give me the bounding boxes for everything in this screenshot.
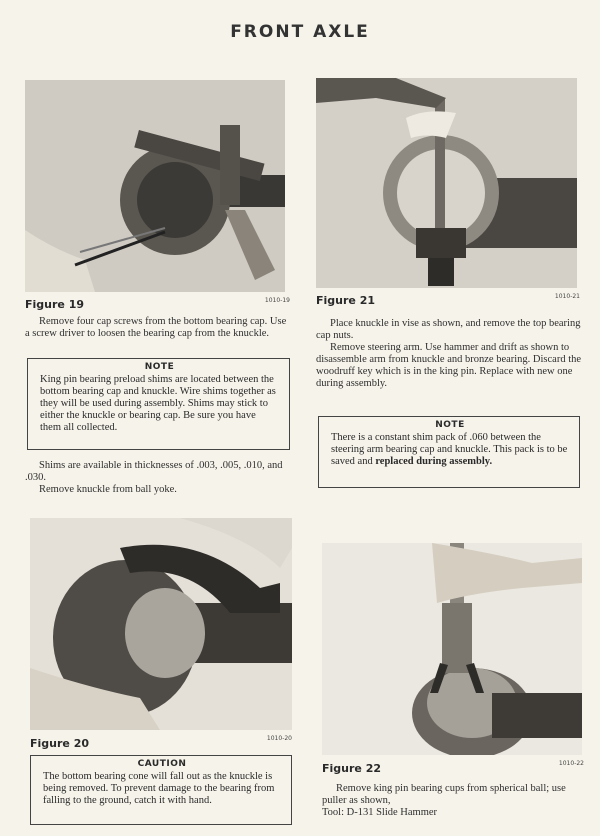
knuckle-cap-illustration xyxy=(25,80,285,292)
note-heading: NOTE xyxy=(435,420,465,430)
figure-20-photo xyxy=(30,518,292,730)
note-text-normal: There is a constant shim pack of .060 between the steering arm bearing cap and knuckle. This pack is to be saved and xyxy=(331,432,568,467)
bearing-puller-illustration xyxy=(322,543,582,755)
figure-22-text-1: Remove king pin bearing cups from spherical ball; use puller as shown, xyxy=(322,783,566,806)
figure-19-label: Figure 19 xyxy=(25,298,85,311)
figure-22-photo xyxy=(322,543,582,755)
note-box-2 xyxy=(318,416,580,488)
note-text-bold: replaced during assembly. xyxy=(375,456,493,467)
caution-text: The bottom bearing cone will fall out as the knuckle is being removed. To prevent damage to the bearing from falling to the ground, catch it with hand. xyxy=(43,771,275,806)
figure-20-label: Figure 20 xyxy=(30,737,90,750)
note-text: King pin bearing preload shims are located between the bottom bearing cap and knuckle. Wire shims together as they will be used during assembly. Shims may stick to either the knuckle or bearing cap. Be sure you have them all collected. xyxy=(40,374,276,433)
caution-box xyxy=(30,755,292,825)
figure-19-text: Remove four cap screws from the bottom bearing cap. Use a screw driver to loosen the bearing cap from the knuckle. xyxy=(25,316,287,339)
figure-19-code: 1010-19 xyxy=(264,297,290,304)
knuckle-removal-illustration xyxy=(30,518,292,730)
figure-21-text-2: Remove steering arm. Use hammer and drift as shown to disassemble arm from knuckle and bronze bearing. Discard the woodruff key which is in the king pin. Replace with new one during assembly. xyxy=(316,342,582,389)
figure-21-code: 1010-21 xyxy=(554,293,580,300)
figure-19-description xyxy=(25,316,293,340)
figure-20-code: 1010-20 xyxy=(266,735,292,742)
figure-21-text-1: Place knuckle in vise as shown, and remove the top bearing cap nuts. xyxy=(316,318,581,341)
figure-22-label: Figure 22 xyxy=(322,762,382,775)
knuckle-vise-illustration xyxy=(316,78,577,288)
figure-22-code: 1010-22 xyxy=(558,760,584,767)
figure-21-label: Figure 21 xyxy=(316,294,376,307)
remove-knuckle-text: Remove knuckle from ball yoke. xyxy=(39,484,177,495)
figure-19-photo xyxy=(25,80,285,292)
caution-heading: CAUTION xyxy=(137,759,187,769)
note-box-1 xyxy=(27,358,290,450)
figure-22-tool: Tool: D-131 Slide Hammer xyxy=(322,807,438,818)
figure-22-description xyxy=(322,783,584,819)
figure-21-photo xyxy=(316,78,577,288)
shims-text: Shims are available in thicknesses of .003, .005, .010, and .030. xyxy=(25,460,283,483)
shims-paragraph xyxy=(25,460,293,496)
page-title: FRONT AXLE xyxy=(230,22,370,42)
note-text xyxy=(331,432,569,468)
figure-21-description xyxy=(316,318,582,390)
note-heading: NOTE xyxy=(144,362,175,372)
